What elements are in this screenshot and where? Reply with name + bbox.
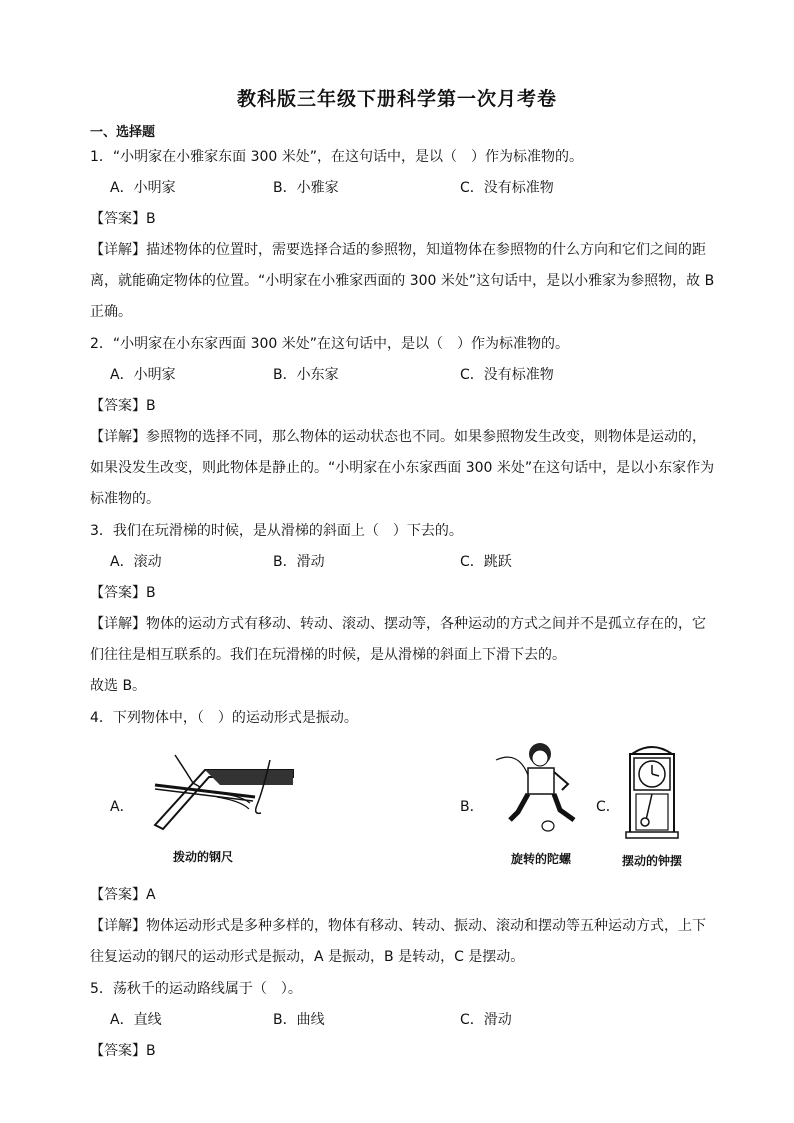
question-3-explanation-line-3: 故选 B。	[90, 678, 147, 694]
question-3-option-b: B．滑动	[273, 554, 325, 570]
figure-pendulum-clock	[622, 740, 682, 840]
question-5-option-b: B．曲线	[273, 1012, 325, 1028]
question-2-answer: 【答案】B	[90, 398, 156, 414]
figure-plucked-ruler	[145, 745, 300, 835]
question-1-explanation-line-1: 【详解】描述物体的位置时，需要选择合适的参照物，知道物体在参照物的什么方向和它们之间的距	[90, 242, 706, 258]
question-1-option-c: C．没有标准物	[460, 180, 554, 196]
question-4-explanation-line-1: 【详解】物体运动形式是多种多样的，物体有移动、转动、振动、滚动和摆动等五种运动方式，上下	[90, 918, 706, 934]
question-2-explanation-line-2: 如果没发生改变，则此物体是静止的。“小明家在小东家西面 300 米处”在这句话中，是以小东家作为	[90, 460, 715, 476]
question-2-option-a: A．小明家	[110, 367, 176, 383]
question-4-answer: 【答案】A	[90, 887, 156, 903]
figure-c-caption: 摆动的钟摆	[622, 854, 683, 868]
question-2-explanation-line-3: 标准物的。	[90, 491, 160, 507]
question-3-option-c: C．跳跃	[460, 554, 512, 570]
question-1-explanation-line-3: 正确。	[90, 304, 132, 320]
figure-a-caption: 拨动的钢尺	[173, 850, 234, 864]
question-1-option-a: A．小明家	[110, 180, 176, 196]
section-heading: 一、选择题	[90, 125, 156, 140]
question-1-answer: 【答案】B	[90, 211, 156, 227]
question-5-answer: 【答案】B	[90, 1043, 156, 1059]
figure-b-caption: 旋转的陀螺	[511, 852, 572, 866]
question-4-option-b: B．	[460, 799, 484, 815]
question-5-option-c: C．滑动	[460, 1012, 512, 1028]
figure-spinning-top	[488, 740, 588, 835]
question-3-option-a: A．滚动	[110, 554, 162, 570]
question-4-option-a: A．	[110, 799, 134, 815]
question-2-option-b: B．小东家	[273, 367, 339, 383]
question-4-explanation-line-2: 往复运动的钢尺的运动形式是振动，A 是振动，B 是转动，C 是摆动。	[90, 949, 525, 965]
question-3-explanation-line-2: 们往往是相互联系的。我们在玩滑梯的时候，是从滑梯的斜面上下滑下去的。	[90, 647, 566, 663]
question-1-explanation-line-2: 离，就能确定物体的位置。“小明家在小雅家西面的 300 米处”这句话中，是以小雅家为参照物，故 B	[90, 273, 715, 289]
page-title: 教科版三年级下册科学第一次月考卷	[236, 88, 557, 110]
question-2-option-c: C．没有标准物	[460, 367, 554, 383]
question-5-option-a: A．直线	[110, 1012, 162, 1028]
question-2-stem: 2．“小明家在小东家西面 300 米处”在这句话中，是以（ ）作为标准物的。	[90, 336, 570, 352]
question-1-stem: 1．“小明家在小雅家东面 300 米处”，在这句话中，是以（ ）作为标准物的。	[90, 149, 584, 165]
question-5-stem: 5．荡秋千的运动路线属于（ ）。	[90, 981, 302, 997]
question-3-explanation-line-1: 【详解】物体的运动方式有移动、转动、滚动、摆动等，各种运动的方式之间并不是孤立存在的，它	[90, 616, 706, 632]
question-2-explanation-line-1: 【详解】参照物的选择不同，那么物体的运动状态也不同。如果参照物发生改变，则物体是运动的，	[90, 429, 706, 445]
question-4-option-c: C．	[596, 799, 620, 815]
question-4-stem: 4．下列物体中，（ ）的运动形式是振动。	[90, 710, 358, 726]
question-3-answer: 【答案】B	[90, 585, 156, 601]
question-1-option-b: B．小雅家	[273, 180, 339, 196]
question-3-stem: 3．我们在玩滑梯的时候，是从滑梯的斜面上（ ）下去的。	[90, 523, 463, 539]
